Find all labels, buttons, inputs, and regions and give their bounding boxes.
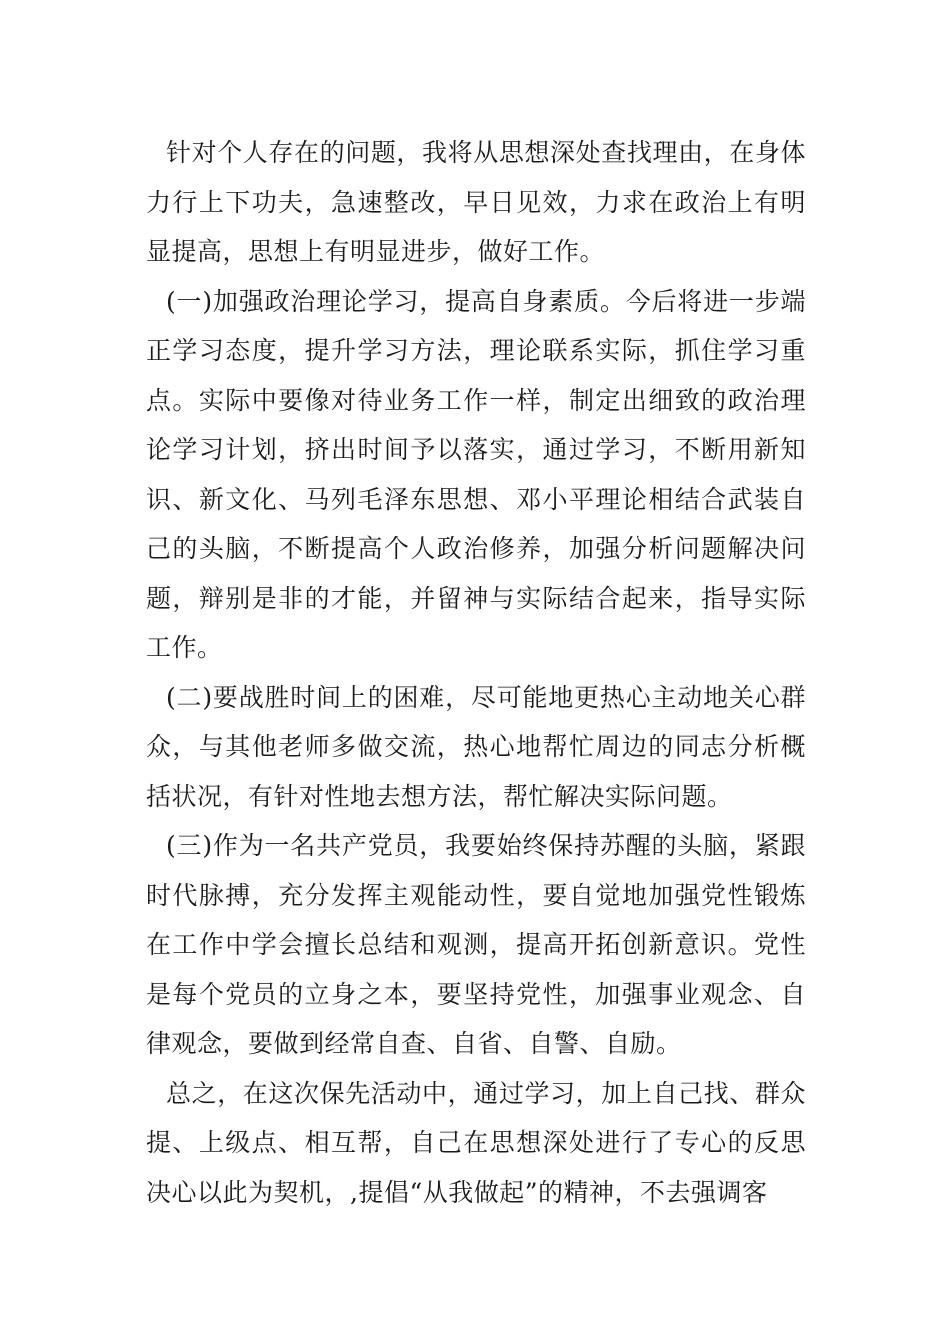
paragraph-point-3: (三)作为一名共产党员，我要始终保持苏醒的头脑，紧跟时代脉搏，充分发挥主观能动性，要自觉地加强党性锻炼在工作中学会擅长总结和观测，提高开拓创新意识。党性是每个党员的立身之本，要坚持党性，加强事业观念、自律观念，要做到经常自查、自省、自警、自励。: [146, 831, 806, 1058]
paragraph-summary: 总之，在这次保先活动中，通过学习，加上自己找、群众提、上级点、相互帮，自己在思想深处进行了专心的反思决心以此为契机，,提倡“从我做起”的精神，不去强调客: [146, 1078, 806, 1207]
paragraph-intro: 针对个人存在的问题，我将从思想深处查找理由，在身体力行上下功夫，急速整改，早日见效，力求在政治上有明显提高，思想上有明显进步，做好工作。: [146, 138, 806, 266]
paragraph-point-2: (二)要战胜时间上的困难，尽可能地更热心主动地关心群众，与其他老师多做交流，热心地帮忙周边的同志分析概括状况，有针对性地去想方法，帮忙解决实际问题。: [146, 682, 806, 811]
paragraph-point-1: (一)加强政治理论学习，提高自身素质。今后将进一步端正学习态度，提升学习方法，理论联系实际，抓住学习重点。实际中要像对待业务工作一样，制定出细致的政治理论学习计划，挤出时间予以落实，通过学习，不断用新知识、新文化、马列毛泽东思想、邓小平理论相结合武装自己的头脑，不断提高个人政治修养，加强分析问题解决问题，辩别是非的才能，并留神与实际结合起来，指导实际工作。: [146, 286, 806, 662]
body-text: [146, 128, 806, 1217]
